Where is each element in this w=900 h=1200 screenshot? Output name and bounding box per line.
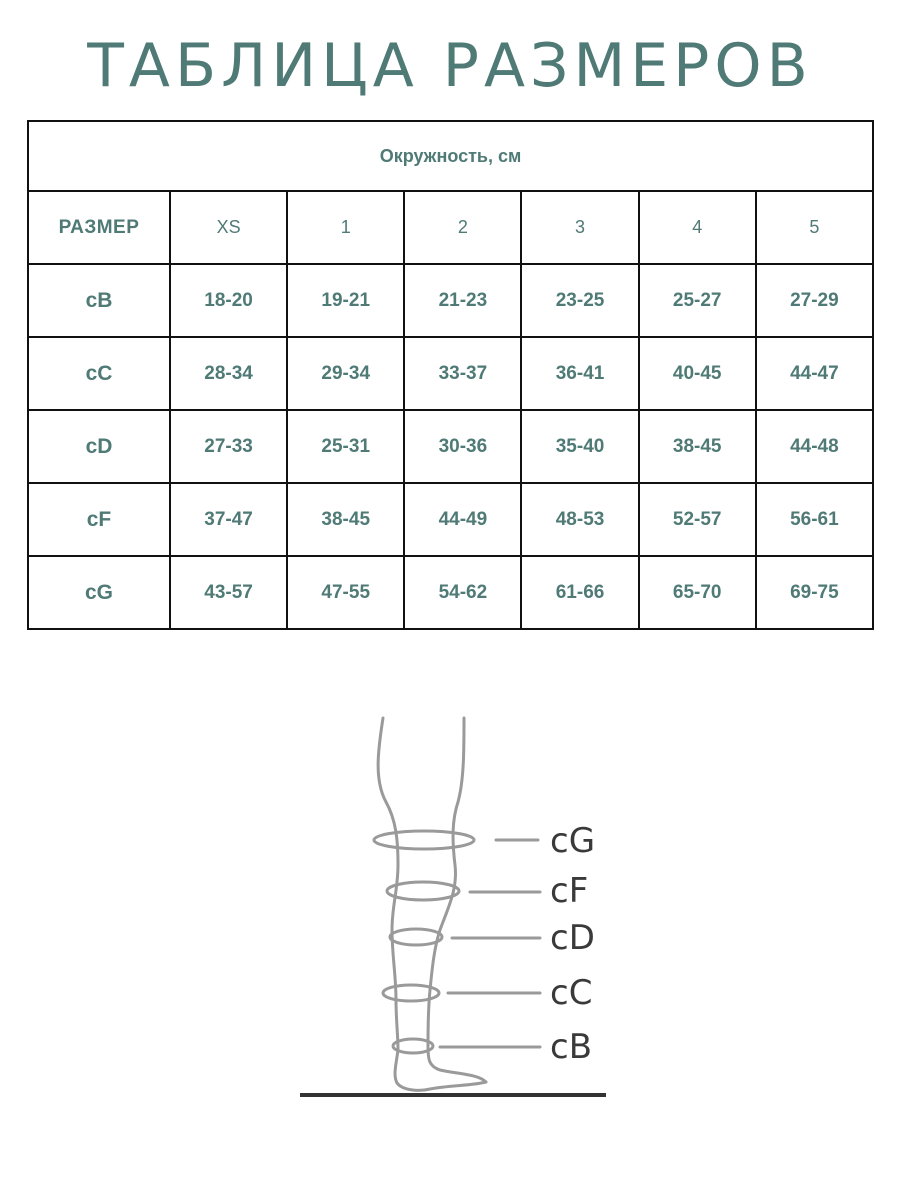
diagram-label-cf: cF bbox=[550, 871, 589, 911]
header-row bbox=[28, 191, 873, 264]
table-cell: 37-47 bbox=[170, 483, 287, 556]
page-title: ТАБЛИЦА РАЗМЕРОВ bbox=[87, 31, 813, 101]
table-row bbox=[28, 264, 873, 337]
table-cell: 65-70 bbox=[639, 556, 756, 629]
diagram-label-cg: cG bbox=[550, 821, 596, 861]
table-cell: 38-45 bbox=[287, 483, 404, 556]
table-cell: 52-57 bbox=[639, 483, 756, 556]
table-cell: 18-20 bbox=[170, 264, 287, 337]
table-cell: 27-33 bbox=[170, 410, 287, 483]
row-label: cD bbox=[28, 410, 170, 483]
row-label: cB bbox=[28, 264, 170, 337]
size-header-cell: 3 bbox=[521, 191, 638, 264]
row-label: cF bbox=[28, 483, 170, 556]
table-cell: 47-55 bbox=[287, 556, 404, 629]
table-cell: 69-75 bbox=[756, 556, 873, 629]
table-cell: 44-48 bbox=[756, 410, 873, 483]
size-header-label: РАЗМЕР bbox=[28, 191, 170, 264]
table-cell: 28-34 bbox=[170, 337, 287, 410]
diagram-label-cc: cC bbox=[550, 973, 593, 1013]
size-header-cell: 5 bbox=[756, 191, 873, 264]
table-cell: 27-29 bbox=[756, 264, 873, 337]
table-cell: 30-36 bbox=[404, 410, 521, 483]
table-cell: 25-31 bbox=[287, 410, 404, 483]
diagram-label-cb: cB bbox=[550, 1027, 593, 1067]
table-cell: 35-40 bbox=[521, 410, 638, 483]
table-cell: 43-57 bbox=[170, 556, 287, 629]
size-table bbox=[27, 120, 874, 630]
table-cell: 54-62 bbox=[404, 556, 521, 629]
cd-ring bbox=[390, 929, 442, 945]
table-cell: 38-45 bbox=[639, 410, 756, 483]
table-cell: 61-66 bbox=[521, 556, 638, 629]
size-header-cell: 4 bbox=[639, 191, 756, 264]
cg-ring bbox=[374, 831, 474, 849]
table-cell: 40-45 bbox=[639, 337, 756, 410]
diagram-label-cd: cD bbox=[550, 918, 595, 958]
table-cell: 36-41 bbox=[521, 337, 638, 410]
table-cell: 33-37 bbox=[404, 337, 521, 410]
leg-outline bbox=[378, 718, 398, 1083]
row-label: cC bbox=[28, 337, 170, 410]
table-row bbox=[28, 410, 873, 483]
size-header-cell: 2 bbox=[404, 191, 521, 264]
table-cell: 25-27 bbox=[639, 264, 756, 337]
table-cell: 48-53 bbox=[521, 483, 638, 556]
row-label: cG bbox=[28, 556, 170, 629]
table-row bbox=[28, 556, 873, 629]
foot-outline bbox=[397, 1082, 486, 1090]
table-cell: 44-49 bbox=[404, 483, 521, 556]
size-header-cell: XS bbox=[170, 191, 287, 264]
table-row bbox=[28, 483, 873, 556]
table-cell: 21-23 bbox=[404, 264, 521, 337]
table-cell: 56-61 bbox=[756, 483, 873, 556]
table-cell: 44-47 bbox=[756, 337, 873, 410]
leg-measurement-diagram bbox=[0, 690, 900, 1110]
size-header-cell: 1 bbox=[287, 191, 404, 264]
table-row bbox=[28, 337, 873, 410]
caption-row bbox=[28, 121, 873, 191]
table-cell: 19-21 bbox=[287, 264, 404, 337]
cf-ring bbox=[387, 882, 459, 900]
table-cell: 23-25 bbox=[521, 264, 638, 337]
table-caption: Окружность, см bbox=[28, 121, 873, 191]
table-cell: 29-34 bbox=[287, 337, 404, 410]
